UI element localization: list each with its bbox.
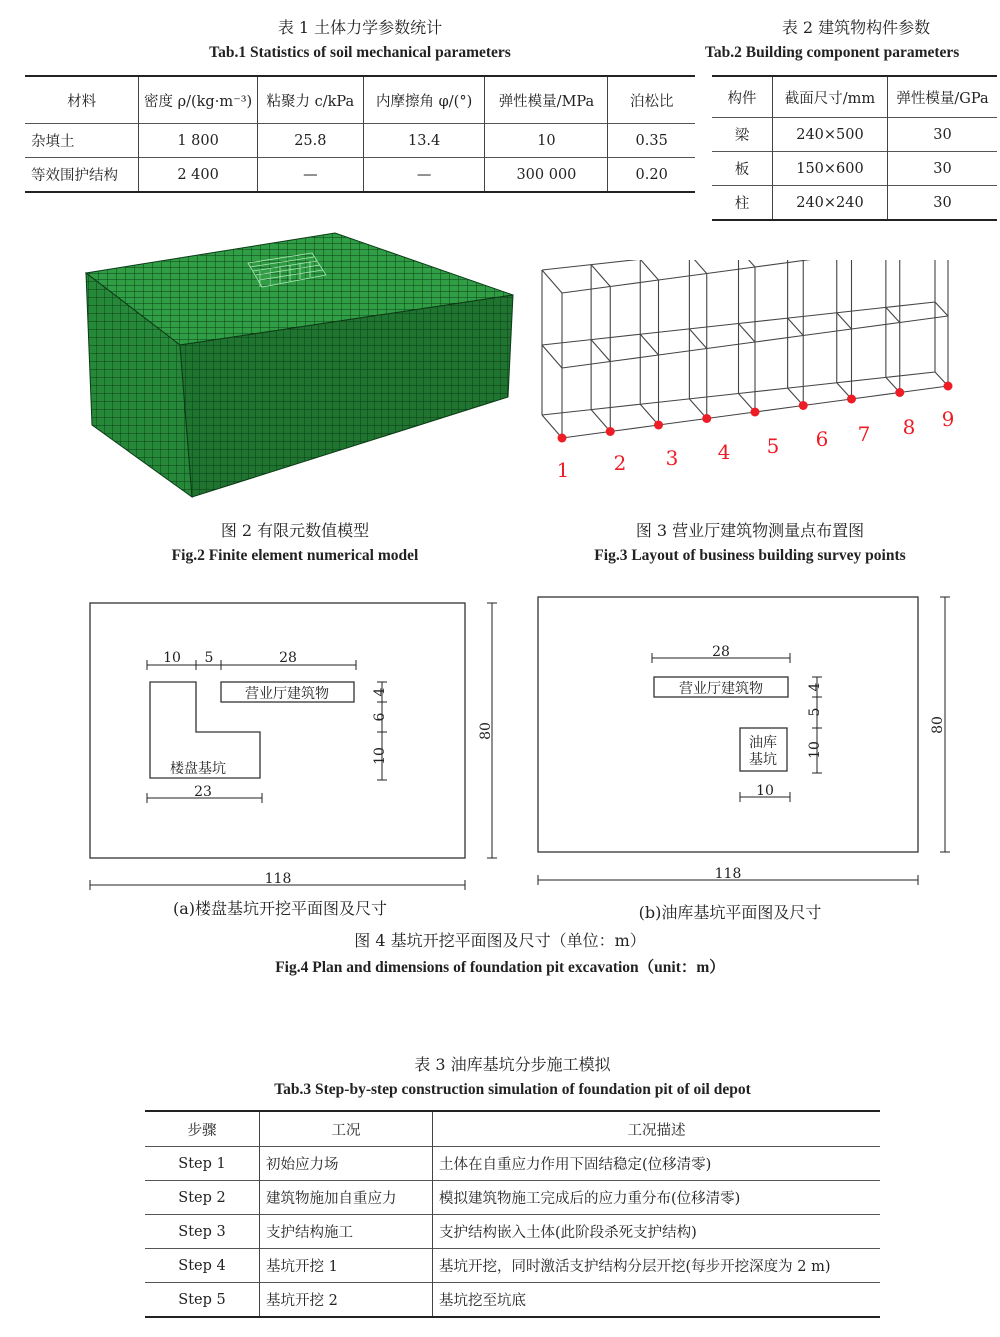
dim-80: 80 <box>478 722 494 740</box>
wireframe-member <box>591 404 640 409</box>
wireframe-member <box>640 334 658 355</box>
table-cell: 杂填土 <box>31 134 75 150</box>
survey-point-label: 1 <box>556 458 570 482</box>
table-row <box>145 1215 880 1249</box>
table-cell: — <box>257 158 363 193</box>
table-header-cell: 弹性模量/MPa <box>485 76 608 124</box>
wireframe-member <box>739 388 788 393</box>
fig4-caption-en: Fig.4 Plan and dimensions of foundation pit excavation（unit：m） <box>275 959 725 976</box>
wireframe-member <box>591 340 610 362</box>
pit-label-line1: 油库 <box>749 735 777 751</box>
building-wireframe <box>542 260 948 438</box>
tab2-title-en: Tab.2 Building component parameters <box>705 44 960 61</box>
wireframe-member <box>640 399 689 404</box>
wireframe-member <box>739 260 756 267</box>
table-cell: 13.4 <box>363 124 485 158</box>
table-cell: 基坑开挖，同时激活支护结构分层开挖(每步开挖深度为 2 m) <box>433 1249 881 1283</box>
tab2-table <box>712 75 997 221</box>
wireframe-member <box>689 324 738 329</box>
dim-4: 4 <box>807 682 823 692</box>
table-cell: 240×500 <box>773 118 888 152</box>
survey-point-marker <box>702 414 711 423</box>
table-cell: Step 2 <box>178 1189 226 1206</box>
table-cell: 初始应力场 <box>260 1147 433 1181</box>
table-cell: 150×600 <box>773 152 888 186</box>
dim-10: 10 <box>756 783 774 799</box>
survey-point-labels <box>557 407 955 482</box>
table-row <box>712 118 997 152</box>
table-header-cell: 弹性模量/GPa <box>888 76 998 118</box>
survey-point-label: 7 <box>857 422 871 446</box>
table-cell: 基坑挖至坑底 <box>433 1283 881 1318</box>
dimension-lines <box>90 603 497 890</box>
wireframe-member <box>591 334 640 339</box>
wireframe-member <box>610 355 658 362</box>
table-header-cell: 密度 ρ/(kg·m⁻³) <box>139 76 258 124</box>
building-label: 营业厅建筑物 <box>245 686 329 702</box>
survey-point-marker <box>944 382 953 391</box>
wireframe-member <box>659 349 707 356</box>
wireframe-member <box>659 274 707 281</box>
table-cell: 2 400 <box>139 158 258 193</box>
table-header-cell: 构件 <box>727 90 757 107</box>
fig3-caption-en: Fig.3 Layout of business building survey points <box>594 547 906 564</box>
table-cell: 建筑物施加自重应力 <box>260 1181 433 1215</box>
table-row <box>145 1283 880 1318</box>
wireframe-member <box>852 393 900 400</box>
pit-label: 楼盘基坑 <box>170 761 226 777</box>
fig2-caption-en: Fig.2 Finite element numerical model <box>171 547 419 564</box>
survey-points-figure <box>530 260 980 485</box>
dim-23: 23 <box>194 784 212 800</box>
wireframe-member <box>935 302 948 316</box>
dim-6: 6 <box>372 712 388 722</box>
survey-point-marker <box>558 434 567 443</box>
dim-80: 80 <box>930 716 946 734</box>
survey-point-marker <box>654 421 663 430</box>
tab2-title-cn: 表 2 建筑物构件参数 <box>781 18 931 37</box>
table-cell: 30 <box>888 152 998 186</box>
survey-point-marker <box>606 427 615 436</box>
table-cell: Step 1 <box>178 1155 226 1172</box>
survey-point-marker <box>751 408 760 417</box>
wireframe-member <box>837 307 886 312</box>
survey-point-marker <box>799 401 808 410</box>
wireframe-member <box>755 406 803 413</box>
table-cell: Step 5 <box>178 1291 226 1308</box>
dim-10-vertical: 10 <box>372 747 388 765</box>
wireframe-member <box>788 318 804 335</box>
wireframe-member <box>788 383 837 388</box>
tab3-title-en: Tab.3 Step-by-step construction simulation of foundation pit of oil depot <box>274 1081 751 1098</box>
table-cell: 1 800 <box>139 124 258 158</box>
table-header-cell: 截面尺寸/mm <box>773 76 888 118</box>
wireframe-member <box>837 377 886 382</box>
fig3-caption-cn: 图 3 营业厅建筑物测量点布置图 <box>635 521 865 540</box>
wireframe-member <box>542 345 562 368</box>
table-row <box>145 1181 880 1215</box>
wireframe-member <box>689 260 706 274</box>
tab1-title-cn: 表 1 土体力学参数统计 <box>277 18 443 37</box>
wireframe-member <box>900 316 948 323</box>
table-cell: 板 <box>734 162 750 178</box>
wireframe-member <box>707 412 755 419</box>
tab1-title-en: Tab.1 Statistics of soil mechanical parameters <box>209 44 511 61</box>
wireframe-member <box>610 425 658 432</box>
wireframe-member <box>837 313 852 329</box>
wireframe-member <box>542 415 562 438</box>
fig4b-subcaption: (b)油库基坑平面图及尺寸 <box>638 903 822 922</box>
wireframe-member <box>900 386 948 393</box>
wireframe-member <box>739 318 788 323</box>
wireframe-member <box>852 323 900 330</box>
wireframe-member <box>803 329 851 336</box>
fig4-caption-cn: 图 4 基坑开挖平面图及尺寸（单位：m） <box>354 931 646 950</box>
wireframe-member <box>755 336 803 343</box>
wireframe-member <box>788 313 837 318</box>
survey-point-label: 8 <box>902 415 916 439</box>
table-cell: 30 <box>888 186 998 221</box>
dim-5: 5 <box>204 650 214 666</box>
dim-28: 28 <box>712 644 730 660</box>
table-row <box>145 1147 880 1181</box>
wireframe-member <box>542 270 562 293</box>
wireframe-member <box>755 261 803 268</box>
wireframe-member <box>562 432 610 439</box>
table-cell: 模拟建筑物施工完成后的应力重分布(位移清零) <box>433 1181 881 1215</box>
table-cell: 10 <box>485 124 608 158</box>
survey-point-label: 3 <box>665 446 679 470</box>
wireframe-member <box>707 342 755 349</box>
plan-a-figure <box>80 590 510 895</box>
table-cell: 25.8 <box>257 124 363 158</box>
table-cell: 30 <box>888 118 998 152</box>
table-header-row <box>25 76 695 124</box>
table-header-row <box>145 1111 880 1147</box>
survey-point-marker <box>847 395 856 404</box>
wireframe-member <box>610 280 658 287</box>
table-cell: 基坑开挖 2 <box>260 1283 433 1318</box>
table-cell: 0.35 <box>608 124 695 158</box>
table-header-cell: 泊松比 <box>608 76 695 124</box>
wireframe-member <box>803 260 851 261</box>
table-row <box>712 152 997 186</box>
building-label: 营业厅建筑物 <box>679 681 763 697</box>
wireframe-member <box>640 329 689 334</box>
table-cell: Step 4 <box>178 1257 226 1274</box>
table-header-cell: 粘聚力 c/kPa <box>257 76 363 124</box>
wireframe-member <box>886 302 935 307</box>
tab3-table <box>145 1110 880 1318</box>
wireframe-member <box>542 265 591 270</box>
wireframe-member <box>591 265 610 287</box>
table-cell: Step 3 <box>178 1223 226 1240</box>
table-cell: 300 000 <box>485 158 608 193</box>
table-row <box>25 124 695 158</box>
wireframe-member <box>886 307 900 322</box>
dim-5: 5 <box>807 707 823 717</box>
wireframe-member <box>803 399 851 406</box>
fig4a-subcaption: (a)楼盘基坑开挖平面图及尺寸 <box>172 899 388 918</box>
table-cell: — <box>363 158 485 193</box>
tab3-title-cn: 表 3 油库基坑分步施工模拟 <box>414 1055 611 1074</box>
site-boundary <box>90 603 465 858</box>
wireframe-member <box>591 260 640 265</box>
table-cell: 等效围护结构 <box>31 168 118 184</box>
table-row <box>145 1249 880 1283</box>
table-header-row <box>712 76 997 118</box>
wireframe-member <box>689 329 706 349</box>
table-row <box>712 186 997 221</box>
wireframe-member <box>886 372 935 377</box>
table-cell: 支护结构嵌入土体(此阶段杀死支护结构) <box>433 1215 881 1249</box>
dim-28: 28 <box>279 650 297 666</box>
wireframe-member <box>640 260 658 280</box>
plan-b-figure <box>530 590 970 895</box>
table-cell: 240×240 <box>773 186 888 221</box>
tab1-table <box>25 75 695 193</box>
table-header-cell: 工况 <box>260 1111 433 1147</box>
table-cell: 0.20 <box>608 158 695 193</box>
survey-point-label: 6 <box>815 427 829 451</box>
table-header-cell: 步骤 <box>187 1122 217 1139</box>
wireframe-member <box>659 419 707 426</box>
pit-label-line2: 基坑 <box>749 752 777 768</box>
wireframe-member <box>562 287 610 294</box>
table-cell: 土体在自重应力作用下固结稳定(位移清零) <box>433 1147 881 1181</box>
fe-model-figure <box>80 225 520 500</box>
survey-point-label: 2 <box>613 451 627 475</box>
dim-118: 118 <box>264 871 292 887</box>
survey-point-label: 9 <box>941 407 955 431</box>
table-cell: 柱 <box>734 196 750 212</box>
table-cell: 支护结构施工 <box>260 1215 433 1249</box>
dim-10-vertical: 10 <box>807 741 823 759</box>
wireframe-member <box>689 394 738 399</box>
wireframe-member <box>542 410 591 415</box>
site-boundary <box>538 597 918 852</box>
table-row <box>25 158 695 193</box>
survey-point-marker <box>895 388 904 397</box>
wireframe-member <box>707 267 755 274</box>
wireframe-member <box>562 362 610 369</box>
table-header-cell: 工况描述 <box>433 1111 881 1147</box>
table-header-cell: 材料 <box>67 93 97 110</box>
dim-118: 118 <box>714 866 742 882</box>
dimension-lines <box>538 597 950 885</box>
fig2-caption-cn: 图 2 有限元数值模型 <box>220 521 370 540</box>
table-cell: 梁 <box>734 128 750 144</box>
table-cell: 基坑开挖 1 <box>260 1249 433 1283</box>
dim-10: 10 <box>163 650 181 666</box>
dim-4: 4 <box>372 687 388 697</box>
wireframe-member <box>542 340 591 345</box>
wireframe-member <box>739 324 756 343</box>
survey-point-label: 4 <box>717 440 731 464</box>
table-header-cell: 内摩擦角 φ/(°) <box>363 76 485 124</box>
survey-point-label: 5 <box>766 434 780 458</box>
